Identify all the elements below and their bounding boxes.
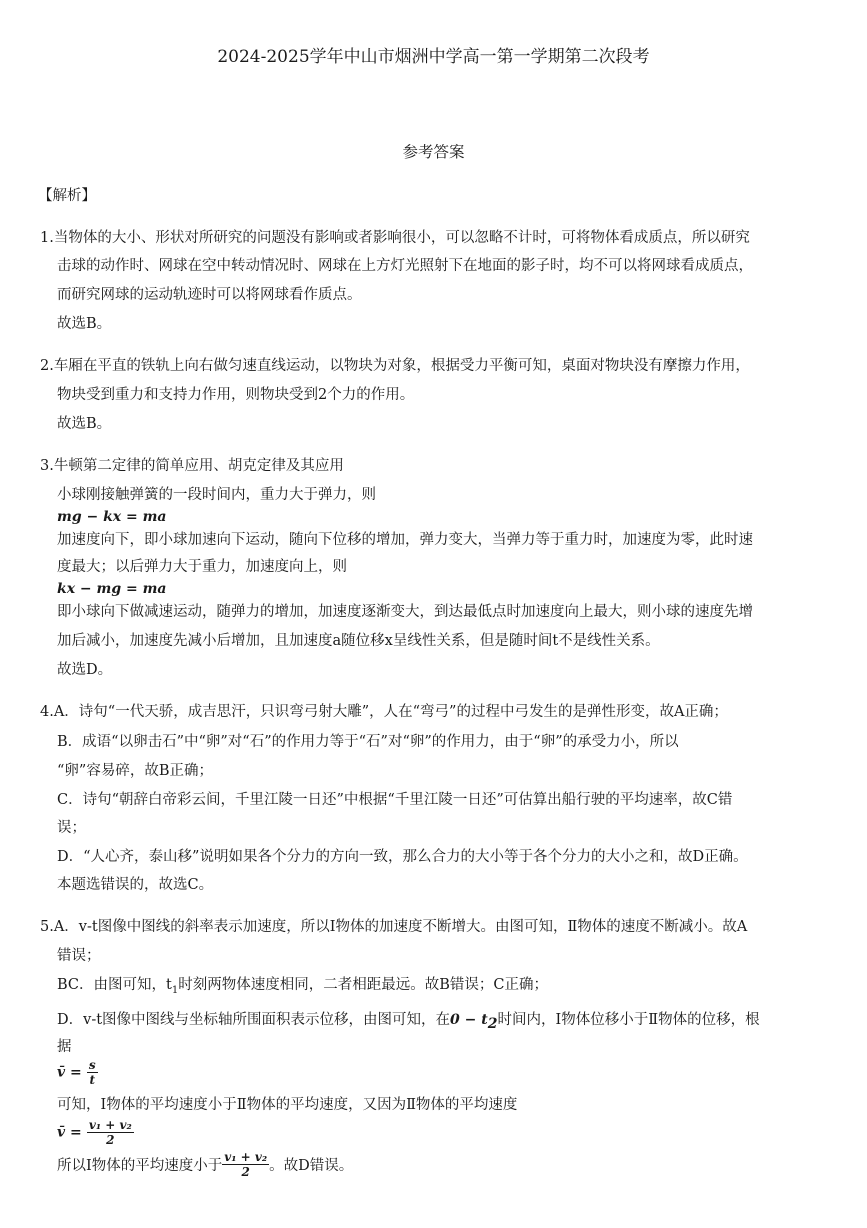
q5-equation-2 [57,1118,134,1147]
q5-eq2-fraction [87,1118,134,1147]
q5-line-2: 错误； [57,948,101,964]
q5-line-4 [57,1010,760,1034]
q1-line-3: 而研究网球的运动轨迹时可以将网球看作质点。 [57,287,362,303]
q5-line-4-math: 0 − t [450,1012,488,1028]
q4-line-4: C．诗句“朝辞白帝彩云间，千里江陵一日还”中根据“千里江陵一日还”可估算出船行驶的平均速率，故C错 [57,792,733,808]
q5-eq2-numerator: v₁ + v₂ [88,1118,132,1132]
q5-eq1-numerator: s [88,1058,96,1072]
q4-line-2: B．成语“以卵击石”中“卵”对“石”的作用力等于“石”对“卵”的作用力，由于“卵”的承受力小，所以 [57,734,679,750]
q5-line-3-part-a: BC．由图可知，t [57,977,172,993]
answer-key-heading: 参考答案 [402,143,465,161]
q1-line-2: 击球的动作时、网球在空中转动情况时、网球在上方灯光照射下在地面的影子时，均不可以将网球看成质点， [57,258,753,274]
q2-line-2: 物块受到重力和支持力作用，则物块受到2个力的作用。 [57,387,415,403]
q4-line-5: 误； [57,820,86,836]
q5-eq2-denominator: 2 [106,1133,115,1147]
q4-line-1: 4.A．诗句“一代天骄，成吉思汗，只识弯弓射大雕”，人在“弯弓”的过程中弓发生的是弹性形变，故A正确； [40,704,728,720]
q5-line-4-subscript: 2 [487,1015,498,1032]
q5-eq2-lhs: v̄ = [57,1124,82,1141]
q5-line-3-part-b: 时刻两物体速度相同，二者相距最远。故B错误；C正确； [178,977,548,993]
q3-line-4: 度最大；以后弹力大于重力，加速度向上，则 [57,559,347,575]
q5-line-1: 5.A．v-t图像中图线的斜率表示加速度，所以Ⅰ物体的加速度不断增大。由图可知，Ⅱ物体的速度不断减小。故A [40,919,748,935]
q5-line-7-numerator: v₁ + v₂ [224,1150,268,1164]
q3-equation-2: kx − mg = ma [57,581,167,597]
q5-line-4-part-b: 时间内，Ⅰ物体位移小于Ⅱ物体的位移，根 [497,1012,760,1028]
q5-line-7-part-b: 。故D错误。 [269,1158,354,1174]
document-title: 2024-2025学年中山市烟洲中学高一第一学期第二次段考 [217,47,650,67]
analysis-label: 【解析】 [38,188,96,204]
q5-line-7-fraction [222,1150,269,1179]
q5-line-6: 可知，Ⅰ物体的平均速度小于Ⅱ物体的平均速度，又因为Ⅱ物体的平均速度 [57,1097,518,1113]
q5-equation-1 [57,1058,98,1087]
q5-line-3-subscript: 1 [171,984,179,996]
q2-line-1: 2.车厢在平直的铁轨上向右做匀速直线运动，以物块为对象，根据受力平衡可知，桌面对物块没有摩擦力作用， [40,358,750,374]
q5-line-7-denominator: 2 [241,1165,250,1179]
q3-line-3: 加速度向下，即小球加速向下运动，随向下位移的增加，弹力变大，当弹力等于重力时，加速度为零，此时速 [57,532,753,548]
q2-answer: 故选B。 [57,416,112,432]
q3-line-6: 加后减小，加速度先减小后增加，且加速度a随位移x呈线性关系，但是随时间t不是线性关系。 [57,633,660,649]
q1-line-1: 1.当物体的大小、形状对所研究的问题没有影响或者影响很小，可以忽略不计时，可将物体看成质点，所以研究 [40,230,750,246]
q5-eq1-denominator: t [89,1073,95,1087]
q5-line-5: 据 [57,1039,72,1055]
q3-line-5: 即小球向下做减速运动，随弹力的增加，加速度逐渐变大，到达最低点时加速度向上最大，则小球的速度先增 [57,604,753,620]
q1-answer: 故选B。 [57,316,112,332]
q3-line-1: 3.牛顿第二定律的简单应用、胡克定律及其应用 [40,458,344,474]
q5-eq1-fraction [87,1058,98,1087]
q4-line-3: “卵”容易碎，故B正确； [57,763,213,779]
q3-line-2: 小球刚接触弹簧的一段时间内，重力大于弹力，则 [57,487,376,503]
q5-line-4-part-a: D．v-t图像中图线与坐标轴所围面积表示位移，由图可知，在 [57,1012,451,1028]
q5-line-7-part-a: 所以Ⅰ物体的平均速度小于 [57,1158,223,1174]
q5-line-3 [57,975,548,1001]
q5-line-7 [57,1150,353,1179]
q3-answer: 故选D。 [57,662,113,678]
q4-line-7: 本题选错误的，故选C。 [57,877,214,893]
q5-eq1-lhs: v̄ = [57,1064,82,1081]
q3-equation-1: mg − kx = ma [57,509,167,525]
q4-line-6: D．“人心齐，泰山移”说明如果各个分力的方向一致，那么合力的大小等于各个分力的大小之和，故D正确。 [57,849,748,865]
